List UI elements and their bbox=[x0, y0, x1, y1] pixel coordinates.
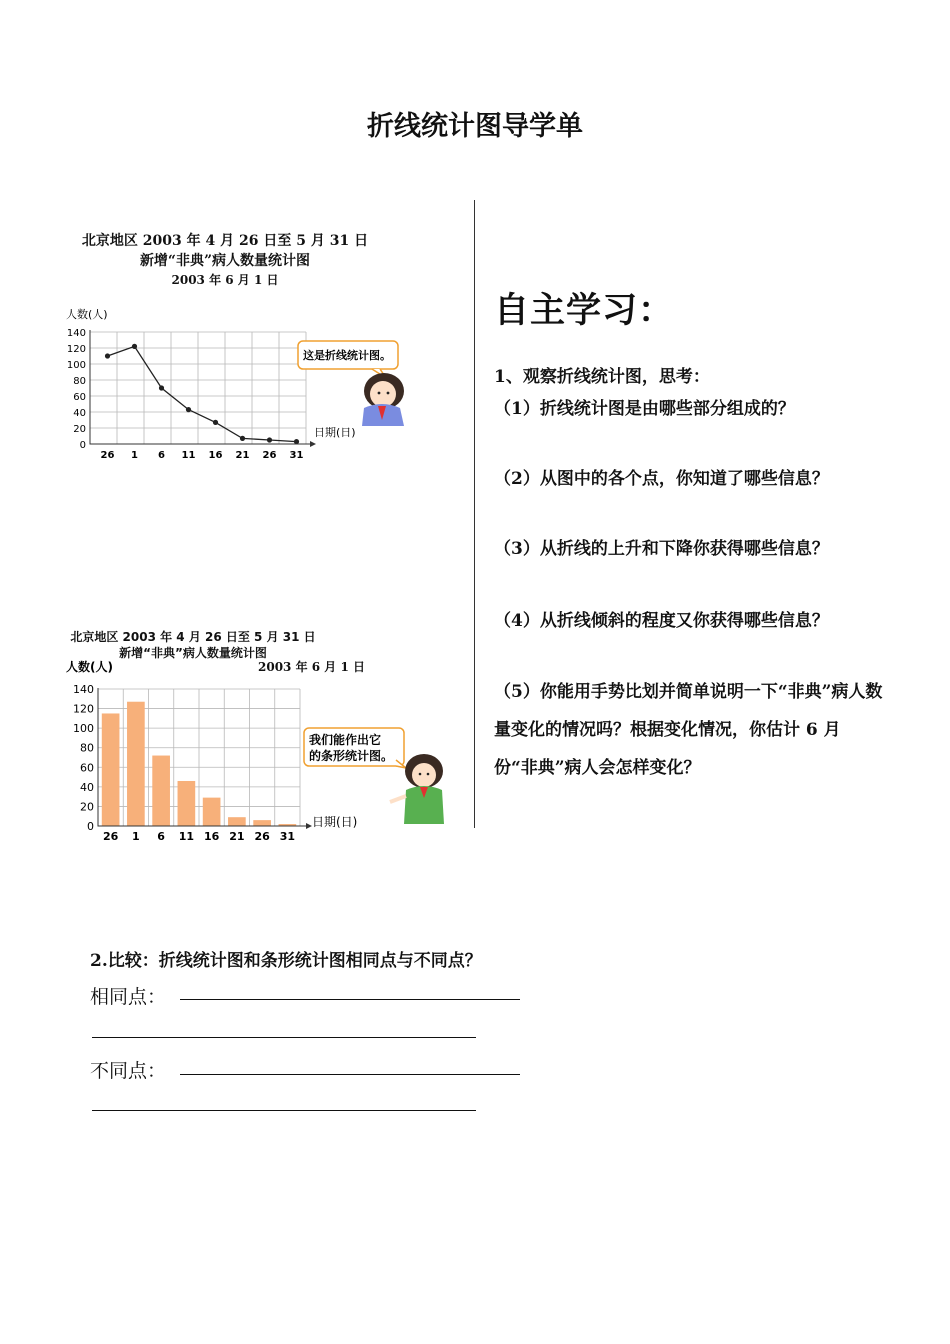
line-chart-point bbox=[294, 439, 299, 444]
line-chart-xtick-label: 1 bbox=[131, 450, 138, 461]
line-chart-point bbox=[267, 437, 272, 442]
same-points-answer-line-2[interactable] bbox=[92, 1037, 476, 1038]
line-chart-xtick-label: 16 bbox=[208, 450, 223, 461]
line-chart-xticks bbox=[101, 450, 304, 461]
line-chart-ytick-label: 0 bbox=[79, 440, 86, 451]
question-1: 1、观察折线统计图，思考： bbox=[494, 367, 710, 387]
bar-chart-bar bbox=[253, 820, 271, 826]
bar-chart-yticks bbox=[73, 683, 94, 833]
bar-chart-xtick-label: 1 bbox=[132, 830, 140, 843]
line-chart-date: 2003 年 6 月 1 日 bbox=[171, 273, 279, 287]
line-chart-title-line1: 北京地区 2003 年 4 月 26 日至 5 月 31 日 bbox=[81, 233, 369, 249]
line-chart-series-line bbox=[108, 346, 297, 441]
bar-chart-xtick-label: 21 bbox=[229, 830, 245, 843]
bar-chart-ytick-label: 20 bbox=[80, 800, 94, 814]
line-chart-yticks bbox=[67, 328, 86, 451]
question-1-1: （1）折线统计图是由哪些部分组成的？ bbox=[494, 399, 795, 419]
bar-chart-speech-line1: 我们能作出它 bbox=[309, 733, 382, 747]
line-chart-ytick-label: 120 bbox=[66, 344, 86, 355]
line-chart-ytick-label: 40 bbox=[73, 408, 86, 419]
line-chart-point bbox=[186, 407, 191, 412]
line-chart-xlabel: 日期(日) bbox=[314, 426, 356, 439]
bar-chart-ytick-label: 140 bbox=[73, 683, 94, 696]
line-chart-points bbox=[105, 344, 299, 444]
bar-chart-xlabel: 日期(日) bbox=[312, 815, 358, 829]
line-chart-title-line2: 新增“非典”病人数量统计图 bbox=[139, 253, 311, 269]
bar-chart-bar bbox=[178, 781, 196, 826]
bar-chart-ytick-label: 60 bbox=[80, 761, 94, 775]
diff-points-label: 不同点： bbox=[90, 1060, 167, 1082]
bar-chart-speech-line2: 的条形统计图。 bbox=[309, 749, 394, 763]
line-chart-xtick-label: 6 bbox=[158, 450, 165, 461]
column-divider bbox=[474, 200, 475, 828]
same-points-answer-line[interactable] bbox=[180, 999, 520, 1000]
bar-chart-xtick-label: 26 bbox=[254, 830, 270, 843]
bar-chart-bar bbox=[127, 702, 145, 826]
bar-chart-ylabel: 人数(人) bbox=[66, 660, 113, 674]
line-chart-xtick-label: 21 bbox=[235, 450, 250, 461]
bar-chart-ytick-label: 0 bbox=[87, 820, 94, 833]
line-chart-speech-text: 这是折线统计图。 bbox=[303, 349, 391, 362]
line-chart-ylabel: 人数(人) bbox=[66, 308, 108, 321]
bar-chart-ytick-label: 80 bbox=[80, 741, 94, 755]
line-chart-x-arrow bbox=[310, 441, 316, 447]
line-chart-title bbox=[80, 231, 370, 271]
bar-chart bbox=[60, 656, 460, 846]
question-1-2: （2）从图中的各个点，你知道了哪些信息？ bbox=[494, 469, 829, 489]
line-chart-ytick-label: 140 bbox=[66, 328, 86, 339]
bar-chart-ytick-label: 40 bbox=[80, 780, 94, 794]
line-chart-xtick-label: 26 bbox=[100, 450, 115, 461]
bar-chart-xticks bbox=[103, 830, 295, 843]
page-title: 折线统计图导学单 bbox=[367, 111, 583, 142]
line-chart-xtick-label: 11 bbox=[181, 450, 196, 461]
bar-chart-bar bbox=[152, 756, 170, 826]
bar-chart-title-line2: 新增“非典”病人数量统计图 bbox=[119, 646, 267, 660]
question-1-5: （5）你能用手势比划并简单说明一下“非典”病人数量变化的情况吗？根据变化情况，你估计 6 月份“非典”病人会怎样变化？ bbox=[494, 682, 883, 778]
line-chart-point bbox=[132, 344, 137, 349]
bar-chart-xtick-label: 16 bbox=[203, 830, 220, 843]
bar-chart-ytick-label: 100 bbox=[73, 722, 94, 736]
self-study-heading: 自主学习： bbox=[494, 291, 675, 331]
bar-chart-xtick-label: 6 bbox=[157, 830, 165, 843]
bar-chart-title-line1: 北京地区 2003 年 4 月 26 日至 5 月 31 日 bbox=[70, 630, 316, 644]
line-chart bbox=[60, 296, 460, 462]
bar-chart-xtick-label: 26 bbox=[102, 830, 119, 843]
compare-question: 2.比较：折线统计图和条形统计图相同点与不同点？ bbox=[90, 951, 482, 971]
line-chart-ytick-label: 100 bbox=[66, 360, 86, 371]
line-chart-ytick-label: 60 bbox=[73, 392, 86, 403]
bar-chart-xtick-label: 11 bbox=[178, 830, 195, 843]
bar-chart-bar bbox=[102, 713, 120, 826]
line-chart-ytick-label: 80 bbox=[73, 376, 86, 387]
line-chart-grid bbox=[90, 332, 306, 444]
line-chart-point bbox=[213, 420, 218, 425]
question-1-4: （4）从折线倾斜的程度又你获得哪些信息？ bbox=[494, 611, 829, 631]
bar-chart-date: 2003 年 6 月 1 日 bbox=[258, 660, 365, 674]
question-1-3: （3）从折线的上升和下降你获得哪些信息？ bbox=[494, 539, 829, 559]
bar-chart-ytick-label: 120 bbox=[73, 702, 94, 716]
diff-points-answer-line-2[interactable] bbox=[92, 1110, 476, 1111]
diff-points-answer-line[interactable] bbox=[180, 1074, 520, 1075]
line-chart-xtick-label: 26 bbox=[262, 450, 277, 461]
bar-chart-bar bbox=[228, 817, 246, 826]
girl-figure-icon bbox=[362, 373, 404, 426]
bar-chart-xtick-label: 31 bbox=[279, 830, 296, 843]
bar-chart-bar bbox=[203, 798, 221, 826]
line-chart-point bbox=[240, 436, 245, 441]
line-chart-xtick-label: 31 bbox=[289, 450, 304, 461]
line-chart-point bbox=[159, 385, 164, 390]
line-chart-point bbox=[105, 353, 110, 358]
same-points-label: 相同点： bbox=[90, 986, 167, 1008]
line-chart-ytick-label: 20 bbox=[73, 424, 86, 435]
